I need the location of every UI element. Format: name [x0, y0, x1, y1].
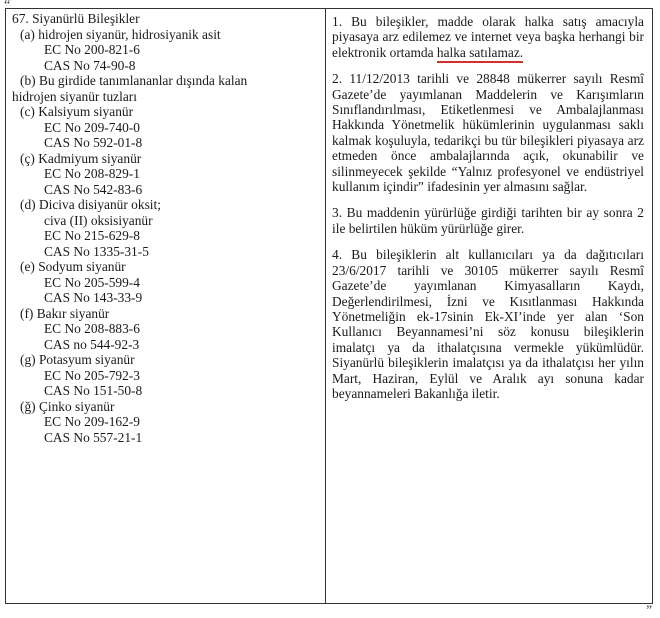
substance-line: CAS No 592-01-8: [44, 135, 143, 150]
substance-line: CAS No 1335-31-5: [44, 243, 149, 259]
substance-line: (a) hidrojen siyanür, hidrosiyanik asit: [20, 26, 221, 42]
entry-heading: 67. Siyanürlü Bileşikler: [12, 11, 140, 26]
substance-line: (d) Diciva disiyanür oksit;: [20, 197, 161, 212]
substance-line: (b) Bu girdide tanımlananlar dışında kalan: [20, 73, 248, 88]
closing-quote-mark: ”: [646, 602, 652, 617]
substance-line: EC No 209-740-0: [44, 119, 140, 135]
condition-paragraph-3: 3. Bu maddenin yürürlüğe girdiği tarihten bir ay sonra 2 ile belirtilen hüküm yürürlüğe girer.: [332, 205, 644, 236]
substance-line: civa (II) oksisiyanür: [44, 212, 153, 228]
substance-line: CAS No 542-83-6: [44, 181, 143, 197]
substance-line: CAS No 74-90-8: [44, 57, 136, 73]
condition-1-text: 1. Bu bileşikler, madde olarak halka satış amacıyla piyasaya arz edilemez ve internet veya başka herhangi bir elektronik ortamda: [332, 14, 644, 60]
substance-line: hidrojen siyanür tuzları: [12, 88, 137, 104]
substance-lines: [12, 27, 325, 446]
substance-line: (ç) Kadmiyum siyanür: [20, 150, 142, 166]
substance-line: CAS no 544-92-3: [44, 336, 140, 352]
substance-line: (c) Kalsiyum siyanür: [20, 104, 134, 119]
substance-line: (e) Sodyum siyanür: [20, 259, 126, 274]
condition-paragraph-4: 4. Bu bileşiklerin alt kullanıcıları ya da dağıtıcıları 23/6/2017 tarihli ve 30105 mükerrer sayılı Resmî Gazete’de yayımlanan Kimyasalların Kaydı, Değerlendirilmesi, İzni ve Kısıtlanması Hakkında Yönetmeliğin ek-17sinin Ek-XI’inde yer alan ‘Son Kullanıcı Beyannamesi’ni söz konusu bileşiklerin imalatçı ya da ithalatçısına vermekle yükümlüdür. Siyanürlü bileşiklerin imalatçısı ya da ithalatçısı her yılın Mart, Haziran, Eylül ve Aralık ayı sonuna kadar beyannameleri Bakanlığa iletir.: [332, 247, 644, 401]
substance-line: EC No 208-883-6: [44, 321, 140, 336]
substance-line: (g) Potasyum siyanür: [20, 352, 135, 367]
condition-1-underlined-text: halka satılamaz.: [437, 45, 523, 63]
substance-line: EC No 208-829-1: [44, 166, 140, 181]
substance-line: EC No 209-162-9: [44, 414, 140, 429]
substance-line: EC No 215-629-8: [44, 228, 140, 243]
opening-quote-mark: “: [4, 0, 11, 13]
substance-line: EC No 205-599-4: [44, 274, 140, 290]
condition-paragraph-2: 2. 11/12/2013 tarihli ve 28848 mükerrer sayılı Resmî Gazete’de yayımlanan Maddelerin ve Karışımların Sınıflandırılması, Etiketlenmesi ve Ambalajlanması Hakkında Yönetmelik hükümlerinin uygulanması saklı kalmak koşuluyla, tedarikçi bu tür bileşikleri piyasaya arz etmeden önce ambalajlarında açık, okunabilir ve silinmeyecek şekilde “Yalnız profesyonel ve endüstriyel kullanım içindir” ifadesinin yer almasını sağlar.: [332, 71, 644, 195]
substance-line: (f) Bakır siyanür: [20, 305, 110, 321]
substance-line: (ğ) Çinko siyanür: [20, 398, 115, 414]
substance-line: CAS No 143-33-9: [44, 290, 143, 305]
substance-line: CAS No 151-50-8: [44, 383, 143, 398]
substance-line: EC No 200-821-6: [44, 42, 140, 57]
regulation-table: [5, 8, 653, 604]
substance-line: CAS No 557-21-1: [44, 429, 143, 445]
substance-line: EC No 205-792-3: [44, 367, 140, 383]
substance-list-column: [6, 9, 326, 603]
conditions-column: [326, 9, 652, 603]
condition-paragraph-1: [332, 14, 644, 60]
